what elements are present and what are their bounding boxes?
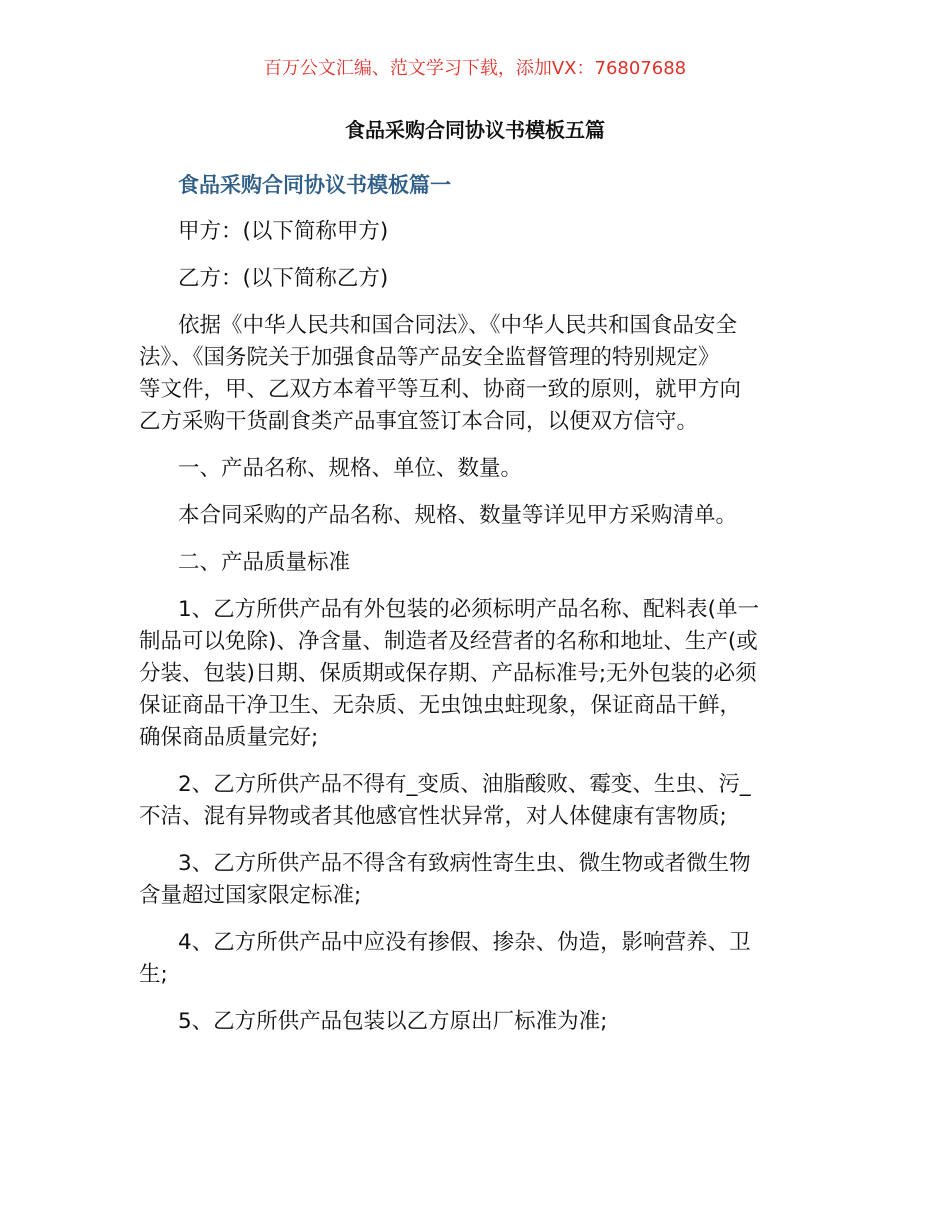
- paragraph-line: 3、乙方所供产品不得含有致病性寄生虫、微生物或者微生物: [178, 851, 751, 876]
- paragraph-item-5: [139, 1006, 819, 1038]
- paragraph-line: 本合同采购的产品名称、规格、数量等详见甲方采购清单。: [178, 503, 738, 528]
- paragraph-line: 确保商品质量完好;: [139, 725, 319, 750]
- paragraph-line: 二、产品质量标准: [178, 550, 351, 575]
- paragraph-line: 1、乙方所供产品有外包装的必须标明产品名称、配料表(单一: [178, 597, 760, 622]
- paragraph-line: 不洁、混有异物或者其他感官性状异常，对人体健康有害物质;: [139, 804, 727, 829]
- paragraph-party-a: [139, 216, 819, 248]
- paragraph-item-2: [139, 769, 819, 833]
- paragraph-line: 一、产品名称、规格、单位、数量。: [178, 456, 523, 481]
- paragraph-line: 等文件，甲、乙双方本着平等互利、协商一致的原则，就甲方向: [139, 377, 742, 402]
- document-title: 食品采购合同协议书模板五篇: [345, 118, 605, 142]
- paragraph-line: 依据《中华人民共和国合同法》、《中华人民共和国食品安全: [178, 313, 738, 338]
- paragraph-line: 5、乙方所供产品包装以乙方原出厂标准为准;: [178, 1009, 608, 1034]
- paragraph-item-3: [139, 848, 819, 912]
- paragraph-clause-2-heading: [139, 547, 819, 579]
- paragraph-line: 含量超过国家限定标准;: [139, 883, 362, 908]
- paragraph-clause-1-heading: [139, 453, 819, 485]
- paragraph-item-4: [139, 927, 819, 991]
- paragraph-line: 生;: [139, 962, 168, 987]
- watermark-header: 百万公文汇编、范文学习下载，添加VX：76807688: [263, 58, 687, 79]
- paragraph-line: 2、乙方所供产品不得有_变质、油脂酸败、霉变、生虫、污_: [178, 772, 751, 797]
- paragraph-line: 乙方：(以下简称乙方): [178, 266, 389, 291]
- paragraph-preamble: [139, 310, 819, 438]
- paragraph-clause-1-body: [139, 500, 819, 532]
- paragraph-item-1: [139, 594, 819, 754]
- paragraph-line: 4、乙方所供产品中应没有掺假、掺杂、伪造，影响营养、卫: [178, 930, 751, 955]
- paragraph-line: 保证商品干净卫生、无杂质、无虫蚀虫蛀现象，保证商品干鲜，: [139, 693, 742, 718]
- paragraph-line: 法》、《国务院关于加强食品等产品安全监督管理的特别规定》: [139, 345, 720, 370]
- document-body: [139, 216, 819, 1053]
- paragraph-line: 甲方：(以下简称甲方): [178, 219, 389, 244]
- section-heading: 食品采购合同协议书模板篇一: [178, 173, 451, 197]
- paragraph-line: 分装、包装)日期、保质期或保存期、产品标准号;无外包装的必须: [139, 661, 757, 686]
- paragraph-line: 制品可以免除)、净含量、制造者及经营者的名称和地址、生产(或: [139, 629, 758, 654]
- paragraph-line: 乙方采购干货副食类产品事宜签订本合同，以便双方信守。: [139, 409, 699, 434]
- paragraph-party-b: [139, 263, 819, 295]
